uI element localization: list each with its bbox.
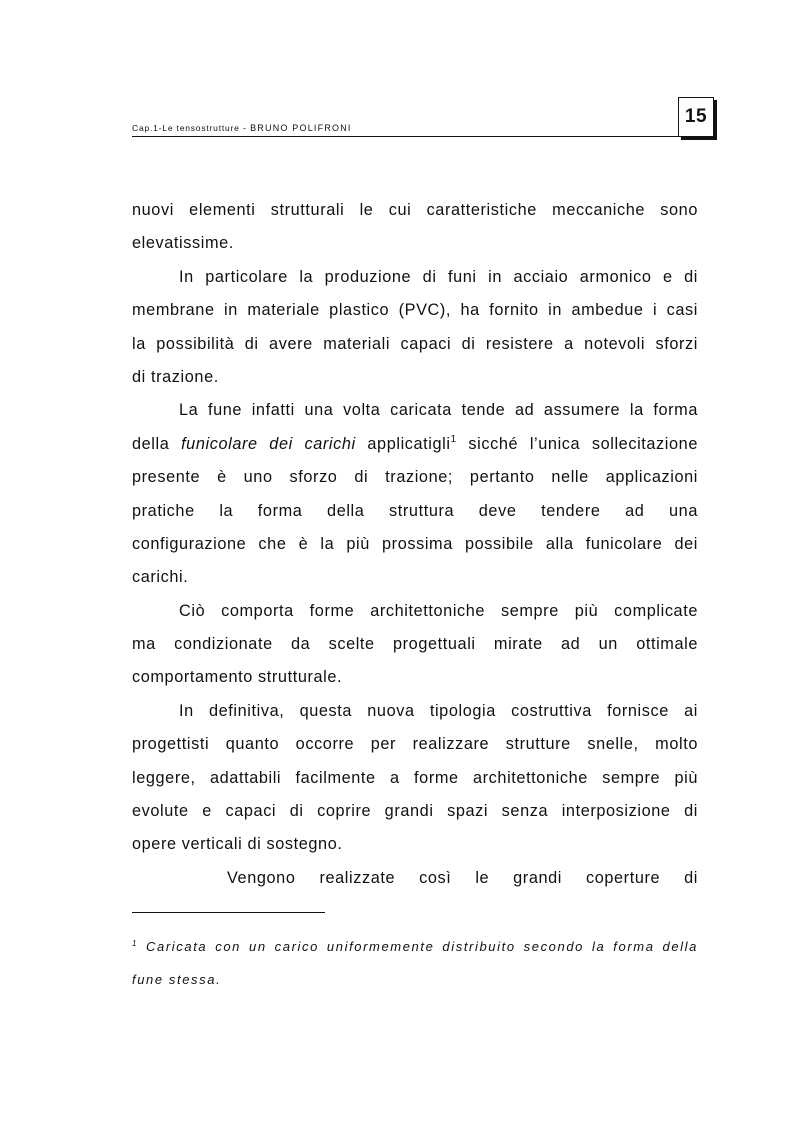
body-line: opere verticali di sostegno. (132, 835, 343, 854)
footnote-line: fune stessa. (132, 972, 222, 987)
body-line: pratiche la forma della struttura deve tendere ad una (132, 501, 698, 520)
footnote-line (132, 930, 698, 963)
footnote-reference: 1 (450, 433, 457, 445)
author-name: BRUNO POLIFRONI (250, 123, 352, 133)
body-line: presente è uno sforzo di trazione; pertanto nelle applicazioni (132, 468, 698, 487)
body-line: nuovi elementi strutturali le cui caratteristiche meccaniche sono (132, 201, 698, 219)
italic-term: funicolare dei carichi (181, 434, 356, 453)
header-rule (132, 136, 680, 137)
footnote-marker: 1 (132, 939, 139, 948)
body-line-footnote-ref (132, 428, 698, 461)
body-line: membrane in materiale plastico (PVC), ha fornito in ambedue i casi (132, 301, 698, 320)
footnote-separator (132, 912, 325, 913)
page-number: 15 (684, 106, 708, 127)
body-line: elevatissime. (132, 234, 234, 253)
body-line: progettisti quanto occorre per realizzare strutture snelle, molto (132, 735, 698, 754)
page-number-box (678, 97, 714, 137)
body-line: In particolare la produzione di funi in acciaio armonico e di (179, 267, 698, 286)
header-separator: - (239, 123, 251, 133)
body-line: Vengono realizzate così le grandi coperture di (227, 868, 698, 887)
footnote-text: Caricata con un carico uniformemente distribuito secondo la forma della (138, 939, 698, 954)
body-line: comportamento strutturale. (132, 668, 343, 687)
body-line: ma condizionate da scelte progettuali mirate ad un ottimale (132, 635, 698, 654)
body-line: la possibilità di avere materiali capaci di resistere a notevoli sforzi (132, 334, 698, 353)
body-line: leggere, adattabili facilmente a forme architettoniche sempre più (132, 768, 698, 787)
body-text (132, 194, 698, 895)
chapter-title: Cap.1-Le tensostrutture (132, 123, 240, 133)
body-line: In definitiva, questa nuova tipologia costruttiva fornisce ai (179, 701, 698, 720)
body-line: Ciò comporta forme architettoniche sempre più complicate (179, 601, 698, 620)
text-fragment: della (132, 434, 182, 453)
text-fragment: applicatigli (355, 434, 451, 453)
body-line: di trazione. (132, 367, 219, 386)
body-line: configurazione che è la più prossima possibile alla funicolare dei (132, 534, 698, 553)
body-line: La fune infatti una volta caricata tende ad assumere la forma (179, 401, 698, 420)
body-line: evolute e capaci di coprire grandi spazi senza interposizione di (132, 802, 698, 821)
running-header (132, 123, 352, 133)
text-fragment: sicché l’unica sollecitazione (456, 434, 698, 453)
body-line: carichi. (132, 568, 189, 587)
footnote (132, 930, 698, 996)
